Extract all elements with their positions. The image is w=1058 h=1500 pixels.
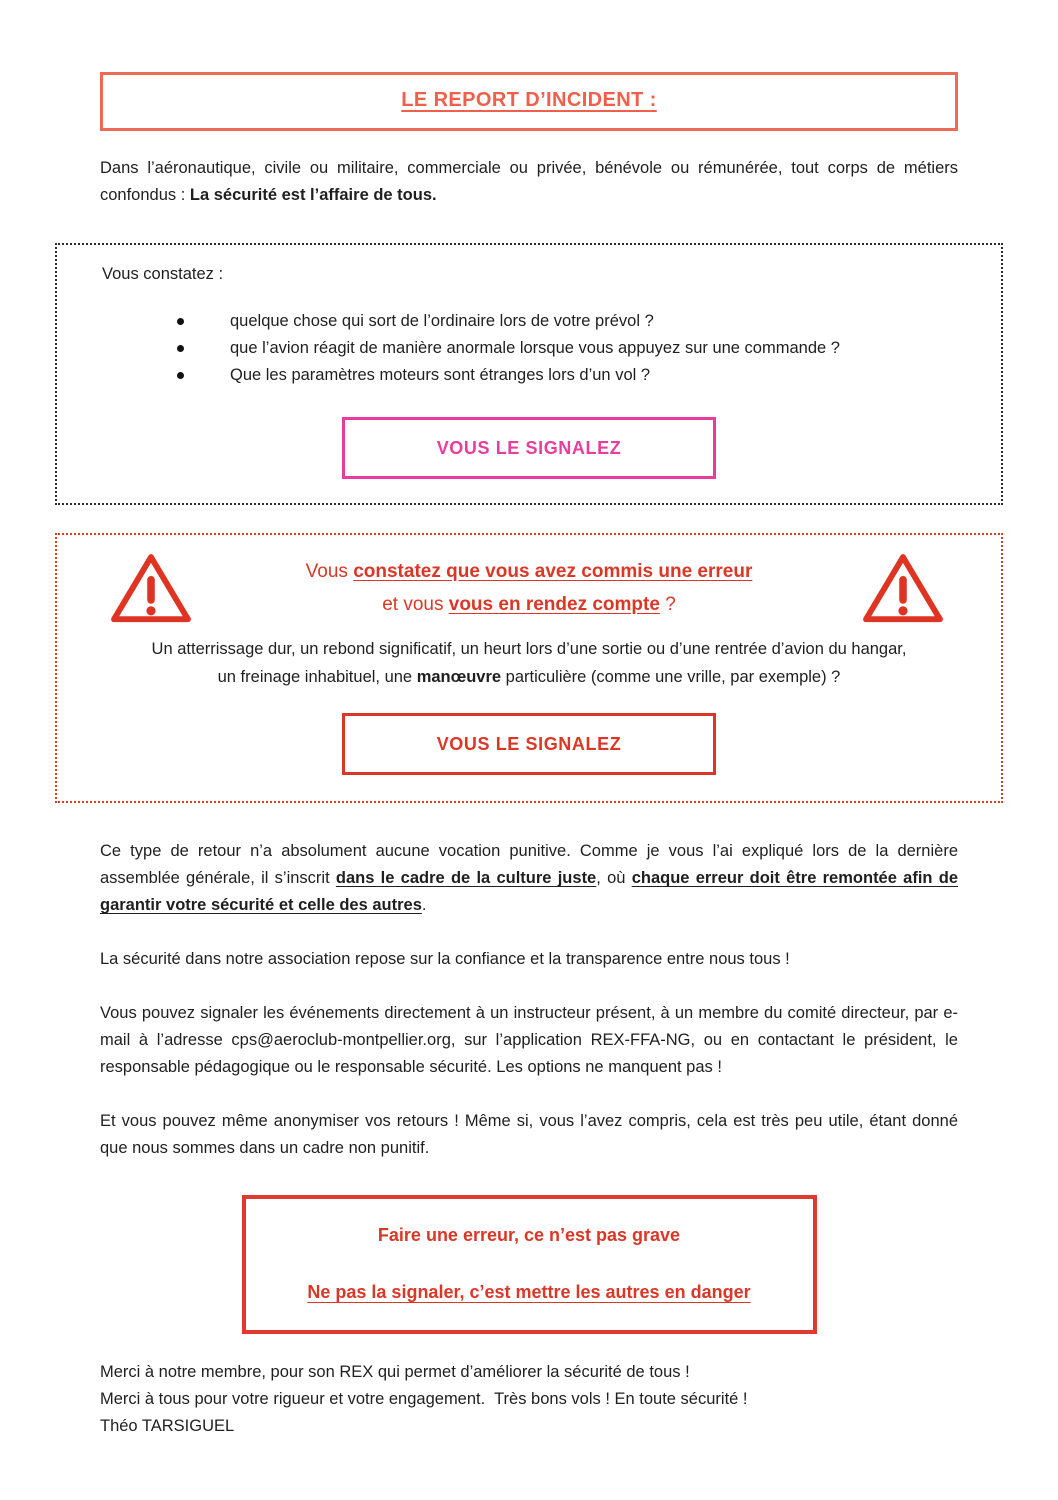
page-title: LE REPORT D’INCIDENT :: [401, 89, 657, 111]
title-box: [100, 72, 958, 131]
closing-line: Merci à notre membre, pour son REX qui permet d’améliorer la sécurité de tous !: [100, 1363, 690, 1381]
closing-block: [100, 1359, 958, 1440]
observe-bullet-list: [177, 308, 956, 389]
signal-cta-red: VOUS LE SIGNALEZ: [342, 713, 716, 775]
trust-paragraph: La sécurité dans notre association repose sur la confiance et la transparence entre nous tous !: [100, 950, 790, 968]
error-body-line1: Un atterrissage dur, un rebond significatif, un heurt lors d’une sortie ou d’une rentrée d’avion du hangar,: [151, 640, 907, 658]
motto-line-2: Ne pas la signaler, c’est mettre les autres en danger: [307, 1282, 751, 1302]
signal-cta-pink: VOUS LE SIGNALEZ: [342, 417, 716, 479]
intro-bold-text: La sécurité est l’affaire de tous.: [189, 186, 437, 204]
bullet-icon: [177, 372, 184, 379]
intro-text: Dans l’aéronautique, civile ou militaire, commerciale ou privée, bénévole ou rémunérée, tout corps de métiers confondus :: [100, 159, 958, 204]
bullet-text: Que les paramètres moteurs sont étranges lors d’un vol ?: [230, 366, 651, 384]
channels-paragraph: Vous pouvez signaler les événements directement à un instructeur présent, à un membre du comité directeur, par e-mail à l’adresse cps@aeroclub-montpellier.org, sur l’application REX-FFA-NG, ou en contactant le président, le responsable pédagogique ou le responsable sécurité. Les options ne manquent pas !: [100, 1004, 958, 1076]
list-item: [177, 308, 956, 335]
warning-triangle-icon: [109, 551, 193, 627]
culture-paragraph: Ce type de retour n’a absolument aucune vocation punitive. Comme je vous l’ai expliqué lors de la dernière assemblée générale, il s’inscrit dans le cadre de la culture juste, où chaque erreur doit être remontée afin de garantir votre sécurité et celle des autres.: [100, 842, 958, 914]
observe-box: [55, 243, 1003, 505]
error-heading-line1: Vous constatez que vous avez commis une erreur: [305, 561, 753, 582]
error-heading-line2: et vous vous en rendez compte ?: [382, 594, 676, 615]
bullet-icon: [177, 345, 184, 352]
error-heading: [187, 555, 871, 621]
intro-paragraph: [100, 155, 958, 209]
list-item: [177, 335, 956, 362]
warning-triangle-icon: [861, 551, 945, 627]
observe-heading: Vous constatez :: [102, 265, 224, 283]
motto-box: [242, 1195, 817, 1334]
error-body-line2: un freinage inhabituel, une manœuvre particulière (comme une vrille, par exemple) ?: [217, 668, 841, 686]
closing-line: Merci à tous pour votre rigueur et votre engagement. Très bons vols ! En toute sécurité !: [100, 1390, 748, 1408]
list-item: [177, 362, 956, 389]
motto-line-1: Faire une erreur, ce n’est pas grave: [377, 1225, 681, 1245]
anonymize-paragraph: Et vous pouvez même anonymiser vos retours ! Même si, vous l’avez compris, cela est très peu utile, étant donné que nous sommes dans un cadre non punitif.: [100, 1112, 958, 1157]
signature: Théo TARSIGUEL: [100, 1417, 235, 1435]
bullet-icon: [177, 318, 184, 325]
bullet-text: quelque chose qui sort de l’ordinaire lors de votre prévol ?: [230, 312, 654, 330]
error-box: [55, 533, 1003, 803]
error-body-paragraph: [97, 635, 961, 691]
bullet-text: que l’avion réagit de manière anormale lorsque vous appuyez sur une commande ?: [230, 339, 840, 357]
